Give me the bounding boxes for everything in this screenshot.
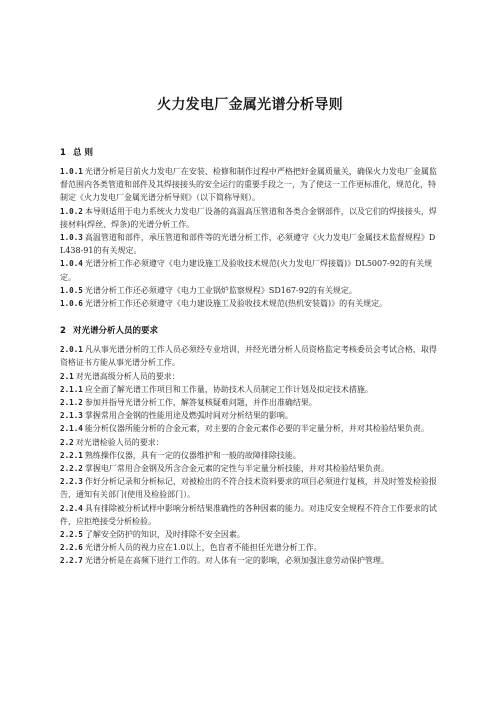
clause-text: 本导则适用于电力系统火力发电厂设备的高温高压管道和各类合金钢部件，以及它们的焊接接头，焊接材料(焊丝、焊条)的光谱分析工作。 [60,206,437,229]
clause-paragraph [60,422,440,435]
clause-number: 2.2.4 [60,503,83,513]
clause-paragraph [60,449,440,462]
clause-paragraph [60,297,440,310]
clause-paragraph [60,205,440,231]
clause-number: 2.1.1 [60,384,83,394]
clause-text: 光谱分析是目前火力发电厂在安装、检修和制作过程中严格把好金属质量关，确保火力发电厂金属监督范围内各类管道和部件及其焊接接头的安全运行的重要手段之一，为了使这一工作更标准化，规范化，特制定《火力发电厂金属光谱分析导则》（以下简称导则）。 [60,167,437,203]
clause-number: 1.0.5 [60,285,83,295]
section-number: 2 [60,326,66,337]
clause-number: 1.0.3 [60,233,83,243]
clause-paragraph [60,541,440,554]
clause-text: 对光谱高级分析人员的要求： [75,371,180,381]
clause-number: 2.2.3 [60,477,83,487]
clause-text: 能分析仪器所能分析的合金元素，对主要的合金元素作必要的半定量分析，并对其检验结果负责。 [84,424,429,434]
clause-paragraph [60,502,440,528]
clause-number: 2.1.4 [60,424,83,434]
clause-paragraph [60,257,440,283]
document-title: 火力发电厂金属光谱分析导则 [157,97,343,113]
clause-paragraph [60,409,440,422]
clause-number: 2.2.7 [60,556,83,566]
clause-text: 对光谱检验人员的要求： [75,437,164,447]
clause-number: 2.2.5 [60,530,83,540]
section-1 [60,146,440,310]
section-2 [60,324,440,567]
clause-text: 光谱分析工作还必须遵守《电力建设施工及验收技术规范(热机安装篇)》的有关规定。 [84,299,388,309]
clause-text: 熟练操作仪器，具有一定的仪器维护和一般的故障排除技能。 [84,450,301,460]
clause-number: 2.2.2 [60,464,83,474]
clause-text: 具有排除被分析试样中影响分析结果准确性的各种因素的能力。对违反安全规程不符合工作要求的试件，应拒绝接受分析检验。 [60,503,437,526]
clause-number: 1.0.2 [60,206,83,216]
section-heading-text: 总 则 [73,148,93,158]
section-heading [60,146,440,158]
clause-number: 1.0.4 [60,259,83,269]
clause-number: 2.1 [60,371,74,381]
clause-number: 2.2 [60,437,74,447]
clause-number: 2.0.1 [60,345,83,355]
clause-number: 1.0.1 [60,167,83,176]
clause-text: 光谱分析人员的视力应在1.0以上，色盲者不能担任光谱分析工作。 [84,543,322,553]
section-number: 1 [60,148,66,158]
clause-text: 光谱分析工作必须遵守《电力建设施工及验收技术规范(火力发电厂焊接篇)》DL5007-92的有关规定。 [60,259,433,282]
clause-number: 1.0.6 [60,299,83,309]
clause-text: 掌握常用合金钢的性能用途及燃弧时间对分析结果的影响。 [84,411,293,421]
clause-paragraph [60,165,440,205]
clause-text: 参加并指导光谱分析工作，解答复核疑难问题，并作出准确结果。 [84,398,317,408]
clause-text: 了解安全防护的知识，及时排除不安全因素。 [84,530,245,540]
clause-paragraph [60,284,440,297]
clause-paragraph [60,383,440,396]
clause-paragraph [60,475,440,501]
clause-text: 光谱分析工作还必须遵守《电力工业锅炉监察规程》SD167-92的有关规定。 [84,285,357,295]
clause-paragraph [60,396,440,409]
clause-paragraph [60,462,440,475]
clause-number: 2.2.6 [60,543,83,553]
clause-text: 凡从事光谱分析的工作人员必须经专业培训，并经光谱分析人员资格监定考核委员会考试合格，取得资格证书方能从事光谱分析工作。 [60,345,437,368]
clause-paragraph [60,554,440,567]
clause-number: 2.1.2 [60,398,83,408]
clause-text: 掌握电厂常用合金钢及所含合金元素的定性与半定量分析技能，并对其检验结果负责。 [84,464,389,474]
section-heading-text: 对光谱分析人员的要求 [73,326,159,337]
clause-text: 应全面了解光谱工作项目和工作量，协助技术人员制定工作计划及拟定技术措施。 [84,384,373,394]
clause-text: 光谱分析是在高频下进行工作的。对人体有一定的影响，必须加强注意劳动保护管理。 [84,556,389,566]
clause-text: 作好分析记录和分析标记，对被检出的不符合技术资料要求的项目必须进行复核，并及时签发检验报告，通知有关部门(使用及检验部门）。 [60,477,437,500]
clause-number: 2.2.1 [60,450,83,460]
section-heading [60,324,440,336]
document-body [60,146,440,568]
clause-paragraph [60,528,440,541]
clause-text: 高温管道和部件，承压管道和部件等的光谱分析工作，必须遵守《火力发电厂金属技术监督规程》DL438-91的有关规定。 [60,233,436,256]
clause-paragraph [60,370,440,383]
clause-paragraph [60,231,440,257]
clause-paragraph [60,436,440,449]
clause-paragraph [60,343,440,369]
clause-number: 2.1.3 [60,411,83,421]
